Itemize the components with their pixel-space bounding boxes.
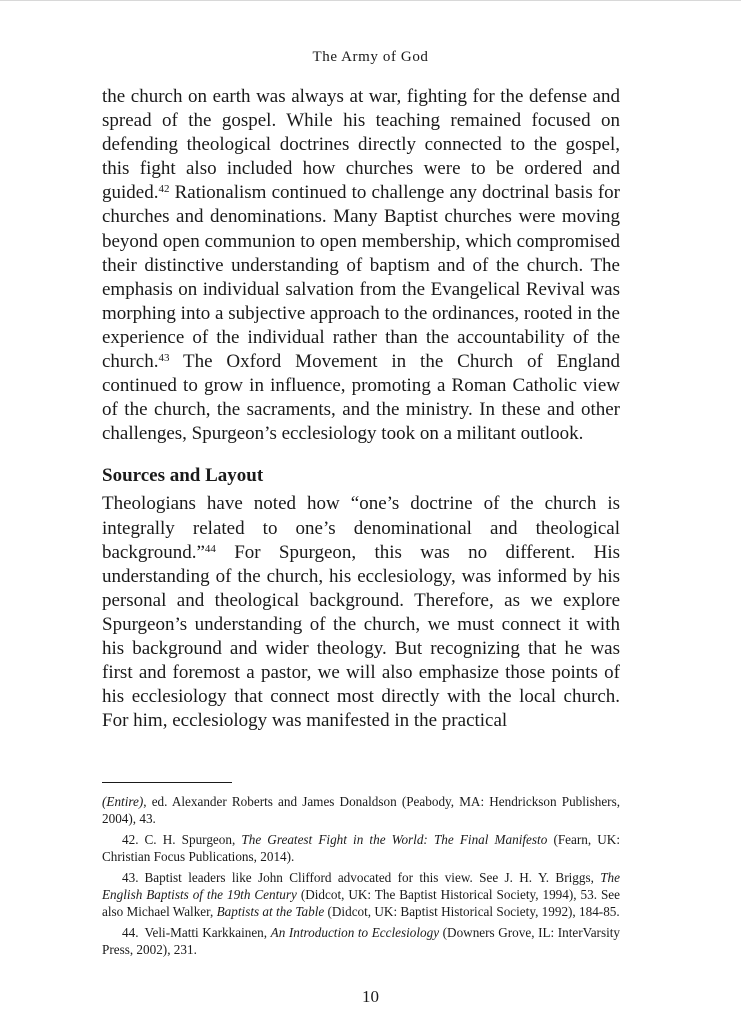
footnote-ref: 43 xyxy=(158,352,170,365)
italic-text: The English Baptists of the 19th Century xyxy=(102,870,620,902)
italic-text: An Introduction to Ecclesiology xyxy=(270,925,440,940)
italic-text: The Greatest Fight in the World: The Final Manifesto xyxy=(241,832,548,847)
text-run: Veli-Matti Karkkainen, xyxy=(144,925,271,940)
text-run: The Oxford Movement in the Church of England continued to grow in influence, promoting a Roman Catholic view of the church, the sacraments, and the ministry. In these and other challenges, Spurgeon’s ecclesiology took on a militant outlook. xyxy=(102,351,620,445)
text-run: For Spurgeon, this was no different. His understanding of the church, his ecclesiology, was informed by his personal and theological background. Therefore, as we explore Spurgeon’s understanding of the church, we must connect it with his background and wider theology. But recognizing that he was first and foremost a pastor, we will also emphasize those points of his ecclesiology that connect most directly with the local church. For him, ecclesiology was manifested in the practical xyxy=(102,541,620,732)
italic-text: (Entire) xyxy=(102,794,144,809)
footnote xyxy=(102,869,620,920)
footnote xyxy=(102,924,620,958)
text-run: , ed. Alexander Roberts and James Donaldson (Peabody, MA: Hendrickson Publishers, 2004), 43. xyxy=(102,794,620,826)
text-run: (Fearn, UK: Christian Focus Publications, 2014). xyxy=(102,832,620,864)
footnote-rule xyxy=(102,782,232,783)
body-text xyxy=(102,85,620,733)
text-run: (Didcot, UK: Baptist Historical Society, 1992), 184-85. xyxy=(324,904,620,919)
footnote-number: 43. xyxy=(122,870,139,885)
footnote-ref: 44 xyxy=(204,542,216,555)
text-run: Rationalism continued to challenge any doctrinal basis for churches and denominations. Many Baptist churches were moving beyond open communion to open membership, which compromised their distinctive understanding of baptism and of the church. The emphasis on individual salvation from the Evangelical Revival was morphing into a subjective approach to the ordinances, rooted in the experience of the individual rather than the accountability of the church. xyxy=(102,182,620,373)
section-heading: Sources and Layout xyxy=(102,465,264,487)
text-run: the church on earth was always at war, fighting for the defense and spread of the gospel. While his teaching remained focused on defending theological doctrines directly connected to the gospel, this fight also included how churches were to be ordered and guided. xyxy=(102,86,620,204)
footnote-ref: 42 xyxy=(158,183,170,196)
footnote-number: 42. xyxy=(122,832,139,847)
text-run: (Downers Grove, IL: InterVarsity Press, 2002), 231. xyxy=(102,925,620,957)
footnotes xyxy=(102,793,620,962)
italic-text: Baptists at the Table xyxy=(216,904,325,919)
running-head: The Army of God xyxy=(312,49,429,65)
text-run: (Didcot, UK: The Baptist Historical Society, 1994), 53. See also Michael Walker, xyxy=(102,887,620,919)
text-run: Baptist leaders like John Clifford advocated for this view. See J. H. Y. Briggs, xyxy=(144,870,601,885)
text-run: Theologians have noted how “one’s doctrine of the church is integrally related to one’s denominational and theological background.” xyxy=(102,493,620,563)
paragraph-2 xyxy=(102,492,620,733)
paragraph-1 xyxy=(102,85,620,446)
text-run: C. H. Spurgeon, xyxy=(144,832,242,847)
footnote xyxy=(102,793,620,827)
footnote-number: 44. xyxy=(122,925,139,940)
footnote xyxy=(102,831,620,865)
page-number: 10 xyxy=(362,987,379,1006)
